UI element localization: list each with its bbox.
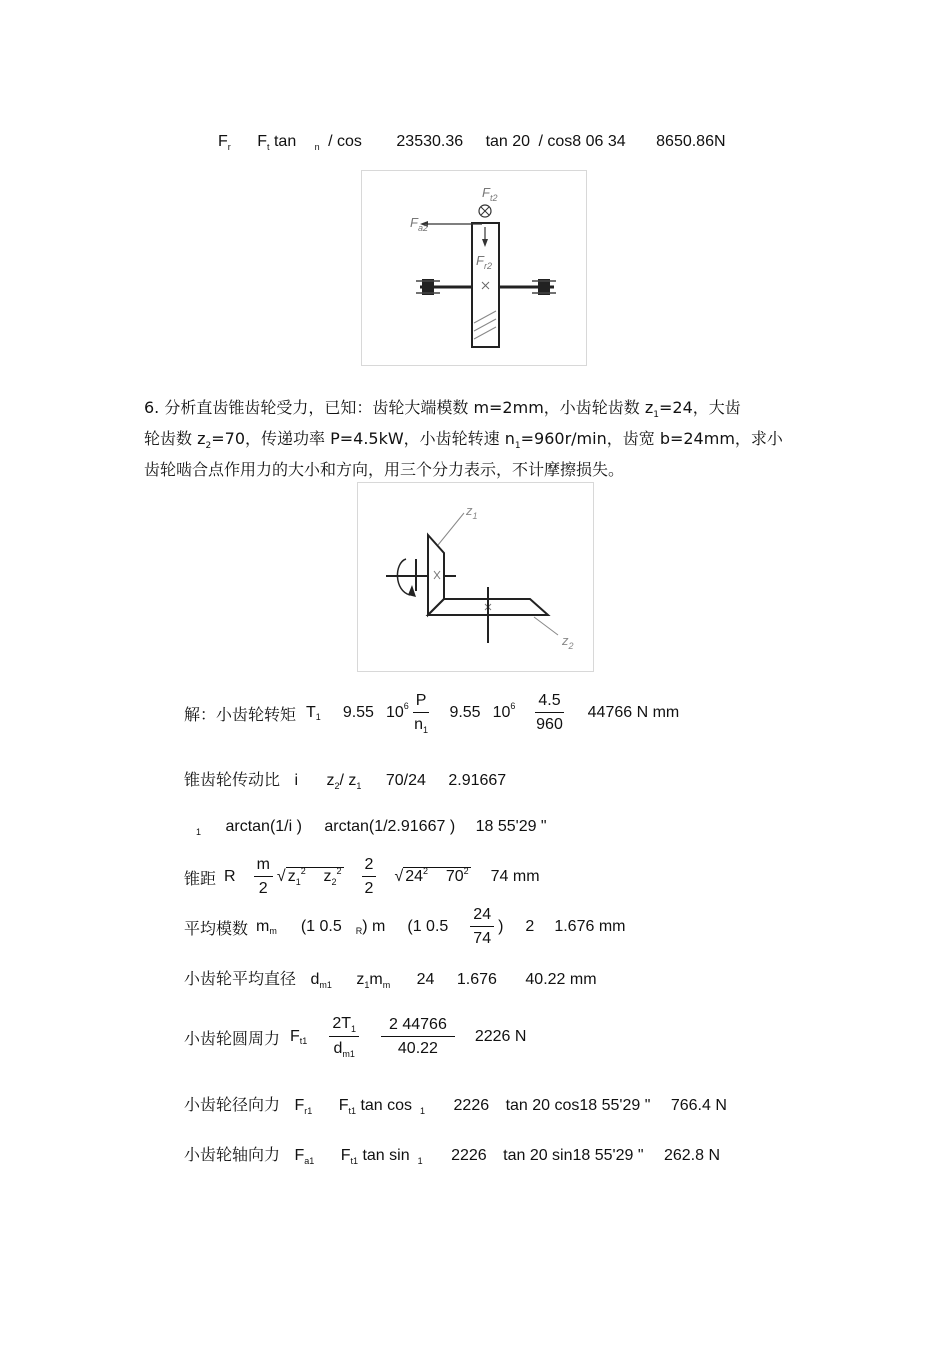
ratio-symbol: i bbox=[294, 772, 299, 789]
ft1-sub: t1 bbox=[299, 1036, 308, 1046]
ratio-slash: / z bbox=[339, 772, 357, 789]
dm-z1: z bbox=[356, 971, 365, 988]
delta-arctan: arctan(1/i ) bbox=[225, 818, 302, 835]
fr-ft-value: 2226 bbox=[453, 1097, 490, 1114]
ratio-z2-sub: 2 bbox=[334, 781, 340, 791]
power-over-speed: $\frac{4.5}{960}$ bbox=[536, 692, 563, 733]
problem-line-3: 齿轮啮合点作用力的大小和方向，用三个分力表示，不计摩擦损失。 bbox=[144, 460, 625, 479]
ft2-label: $F_{t2}$ bbox=[482, 185, 498, 203]
mean-module-symbol: m bbox=[256, 918, 270, 935]
torque-ten-2: 10 bbox=[492, 704, 511, 721]
ratio-fraction: 70/24 bbox=[385, 772, 426, 789]
fr-ft: F bbox=[338, 1097, 349, 1114]
ratio-line bbox=[184, 767, 506, 790]
fa2-label: $F_{a2}$ bbox=[410, 215, 428, 233]
m-over-2: $\frac{m}{2}$ bbox=[254, 855, 273, 899]
z2-label: $z_2$ bbox=[562, 633, 574, 651]
fa1-sub: a1 bbox=[304, 1156, 315, 1166]
fa-ft-sub: t1 bbox=[350, 1156, 359, 1166]
ft-subscript: t bbox=[267, 142, 270, 152]
tangential-force-line bbox=[184, 1012, 526, 1062]
mean-module-expr-end: ) m bbox=[362, 918, 386, 935]
cone-result: 74 mm bbox=[490, 868, 540, 885]
dm-m-value: 1.676 bbox=[456, 971, 497, 988]
mean-module-values: (1 0.5 bbox=[407, 918, 449, 935]
radial-force-result: 766.4 N bbox=[670, 1097, 727, 1114]
ft-numeric-fraction: $\frac{2 44766}{40.22}$ bbox=[381, 1015, 455, 1059]
n-subscript: n bbox=[314, 142, 320, 152]
mean-module-sub: m bbox=[269, 926, 277, 936]
dm-z1-sub: 1 bbox=[364, 980, 370, 990]
delta-result: 18 55'29 " bbox=[475, 818, 547, 835]
ft-symbol: F bbox=[257, 133, 268, 150]
fr-trig-values: tan 20 cos18 55'29 " bbox=[505, 1097, 651, 1114]
cone-label: 锥距 bbox=[184, 868, 217, 888]
mean-module-m: 2 bbox=[525, 918, 535, 935]
problem-6-statement bbox=[144, 394, 809, 484]
torque-exp: 6 bbox=[403, 701, 409, 711]
sqrt-values: √ $24^2$ $70^2$ bbox=[394, 866, 469, 885]
tangential-force-label: 小齿轮圆周力 bbox=[184, 1028, 281, 1048]
dm-m: m bbox=[369, 971, 383, 988]
fa-tan-sin: tan sin bbox=[358, 1147, 410, 1164]
z1-label: $z_1$ bbox=[466, 503, 478, 521]
helical-gear-drawing bbox=[362, 171, 586, 365]
mean-module-result: 1.676 mm bbox=[554, 918, 626, 935]
delta-line bbox=[196, 818, 547, 836]
mean-diameter-label: 小齿轮平均直径 bbox=[184, 969, 297, 988]
bevel-gear-figure bbox=[357, 482, 594, 672]
fa-ft: F bbox=[340, 1147, 351, 1164]
mean-module-paren: ) bbox=[498, 918, 504, 935]
fr-result: 8650.86N bbox=[656, 133, 726, 150]
ratio-label: 锥齿轮传动比 bbox=[184, 770, 281, 789]
torque-exp-2: 6 bbox=[510, 701, 516, 711]
fr-tan-cos: tan cos bbox=[356, 1097, 413, 1114]
mean-module-line bbox=[184, 904, 625, 950]
p-over-n1: $\frac{P}{n_1}$ bbox=[414, 691, 429, 735]
radial-force-label: 小齿轮径向力 bbox=[184, 1095, 281, 1114]
2t1-over-dm1: $\frac{2T_1}{d_{m1}}$ bbox=[329, 1014, 359, 1060]
phi-r-sub: R bbox=[355, 926, 363, 936]
cos-text: / cos bbox=[328, 133, 362, 150]
delta-arctan-value: arctan(1/2.91667 ) bbox=[324, 818, 456, 835]
fa1-symbol: F bbox=[294, 1147, 305, 1164]
fr-delta-sub: 1 bbox=[420, 1106, 426, 1116]
fa-delta-sub: 1 bbox=[417, 1156, 423, 1166]
mean-module-expr: (1 0.5 bbox=[300, 918, 342, 935]
ratio-z1-sub: 1 bbox=[356, 781, 362, 791]
cone-distance-line bbox=[184, 854, 540, 900]
dm-z-value: 24 bbox=[416, 971, 435, 988]
helical-gear-figure bbox=[361, 170, 587, 366]
mean-diameter-line bbox=[184, 966, 597, 989]
fr-formula-line bbox=[218, 133, 726, 151]
fr1-symbol: F bbox=[294, 1097, 305, 1114]
torque-coef: 9.55 bbox=[342, 704, 374, 721]
fr-symbol: F bbox=[218, 133, 228, 150]
dm-symbol: d bbox=[310, 971, 320, 988]
fa-ft-value: 2226 bbox=[451, 1147, 487, 1164]
torque-ten: 10 bbox=[385, 704, 404, 721]
tan20-text: tan 20 bbox=[485, 133, 531, 150]
dm-m-sub: m bbox=[382, 980, 391, 990]
dm-sub: m1 bbox=[319, 980, 332, 990]
torque-subscript: 1 bbox=[315, 712, 321, 722]
fr2-label: $F_{r2}$ bbox=[476, 253, 492, 271]
torque-line bbox=[184, 688, 679, 738]
sqrt-z: √ $z_1^2$ $z_2^2$ bbox=[276, 866, 342, 887]
axial-force-line bbox=[184, 1142, 720, 1165]
ratio-result: 2.91667 bbox=[448, 772, 507, 789]
problem-line-1: 6. 分析直齿锥齿轮受力，已知：齿轮大端模数 m=2mm，小齿轮齿数 $z_1=24$，大齿 bbox=[144, 398, 741, 420]
axial-force-result: 262.8 N bbox=[663, 1147, 721, 1164]
fr-ft-sub: t1 bbox=[348, 1106, 357, 1116]
torque-symbol: T bbox=[306, 704, 316, 721]
mean-module-label: 平均模数 bbox=[184, 918, 249, 938]
cone-symbol: R bbox=[224, 868, 236, 885]
ft1-symbol: F bbox=[290, 1028, 300, 1045]
fr-subscript: r bbox=[227, 142, 231, 152]
ft-value: 23530.36 bbox=[396, 133, 464, 150]
two-over-two: $\frac{2}{2}$ bbox=[362, 855, 377, 899]
cos-beta-text: / cos8 06 34 bbox=[538, 133, 626, 150]
radial-force-line bbox=[184, 1092, 727, 1115]
torque-result: 44766 N mm bbox=[587, 704, 680, 721]
delta-subscript: 1 bbox=[196, 827, 202, 837]
tan-text: tan bbox=[269, 133, 297, 150]
problem-line-2: 轮齿数 $z_2=70$，传递功率 P=4.5kW，小齿轮转速 $n_1=960r/\min$，齿宽 b=24mm，求小 bbox=[144, 429, 783, 451]
fa-trig-values: tan 20 sin18 55'29 " bbox=[503, 1147, 644, 1164]
b-over-r: $\frac{24}{74}$ bbox=[470, 905, 494, 949]
mean-diameter-result: 40.22 mm bbox=[525, 971, 597, 988]
torque-coef-2: 9.55 bbox=[449, 704, 481, 721]
torque-label: 解：小齿轮转矩 bbox=[184, 704, 297, 724]
axial-force-label: 小齿轮轴向力 bbox=[184, 1145, 281, 1164]
tangential-force-result: 2226 N bbox=[474, 1028, 527, 1045]
fr1-sub: r1 bbox=[304, 1106, 313, 1116]
ratio-z2: z bbox=[326, 772, 335, 789]
